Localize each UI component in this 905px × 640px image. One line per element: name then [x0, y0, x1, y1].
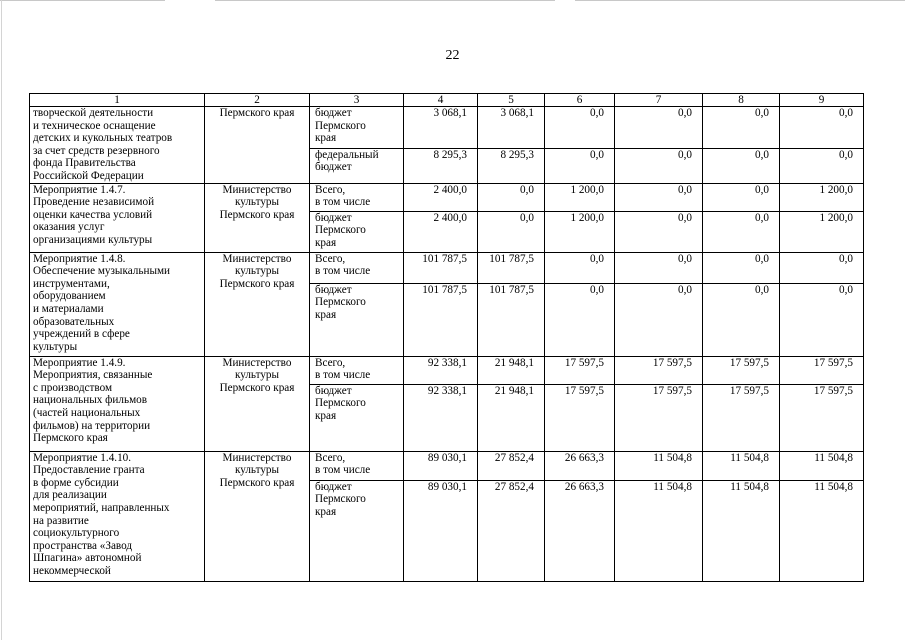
amount-cell: 17 597,5 — [703, 384, 780, 451]
amount-cell: 11 504,8 — [780, 480, 864, 581]
header-cell: 4 — [404, 94, 478, 107]
amount-cell: 3 068,1 — [404, 107, 478, 149]
header-cell: 6 — [545, 94, 615, 107]
header-row — [30, 94, 864, 107]
top-rule-left — [0, 0, 165, 1]
amount-cell: 2 400,0 — [404, 183, 478, 211]
amount-cell: 0,0 — [703, 107, 780, 149]
amount-cell: 1 200,0 — [545, 211, 615, 252]
amount-cell: 0,0 — [545, 252, 615, 283]
funding-source-cell: бюджет Пермского края — [310, 283, 404, 356]
header-cell: 8 — [703, 94, 780, 107]
left-scan-edge — [1, 0, 2, 640]
amount-cell: 17 597,5 — [615, 356, 703, 384]
header-cell: 7 — [615, 94, 703, 107]
amount-cell: 17 597,5 — [780, 384, 864, 451]
amount-cell: 11 504,8 — [615, 451, 703, 480]
activity-name-cell: Мероприятие 1.4.7. Проведение независимой оценки качества условий оказания услуг организациями культуры — [30, 183, 205, 252]
funding-source-cell: бюджет Пермского края — [310, 107, 404, 149]
amount-cell: 101 787,5 — [404, 252, 478, 283]
activity-name-cell: Мероприятие 1.4.8. Обеспечение музыкальными инструментами, оборудованием и материалами образовательных учреждений в сфере культуры — [30, 252, 205, 356]
amount-cell: 11 504,8 — [703, 480, 780, 581]
amount-cell: 0,0 — [615, 252, 703, 283]
amount-cell: 3 068,1 — [478, 107, 545, 149]
amount-cell: 101 787,5 — [478, 283, 545, 356]
table-row — [30, 183, 864, 211]
amount-cell: 1 200,0 — [780, 183, 864, 211]
amount-cell: 0,0 — [780, 252, 864, 283]
executor-cell: Министерство культуры Пермского края — [205, 183, 310, 252]
top-rule-middle — [215, 0, 555, 1]
amount-cell: 0,0 — [703, 211, 780, 252]
amount-cell: 0,0 — [703, 148, 780, 183]
amount-cell: 0,0 — [545, 107, 615, 149]
executor-cell: Пермского края — [205, 107, 310, 184]
funding-source-cell: Всего, в том числе — [310, 183, 404, 211]
funding-table — [29, 93, 864, 582]
amount-cell: 0,0 — [780, 107, 864, 149]
amount-cell: 0,0 — [703, 183, 780, 211]
table-row — [30, 107, 864, 149]
amount-cell: 26 663,3 — [545, 451, 615, 480]
amount-cell: 26 663,3 — [545, 480, 615, 581]
amount-cell: 0,0 — [703, 283, 780, 356]
amount-cell: 0,0 — [478, 183, 545, 211]
amount-cell: 17 597,5 — [545, 356, 615, 384]
amount-cell: 11 504,8 — [703, 451, 780, 480]
executor-cell: Министерство культуры Пермского края — [205, 356, 310, 451]
header-cell: 2 — [205, 94, 310, 107]
table-row — [30, 356, 864, 384]
funding-source-cell: бюджет Пермского края — [310, 211, 404, 252]
amount-cell: 0,0 — [703, 252, 780, 283]
amount-cell: 0,0 — [615, 107, 703, 149]
header-cell: 5 — [478, 94, 545, 107]
amount-cell: 0,0 — [615, 148, 703, 183]
amount-cell: 0,0 — [615, 283, 703, 356]
header-cell: 1 — [30, 94, 205, 107]
amount-cell: 17 597,5 — [780, 356, 864, 384]
amount-cell: 0,0 — [615, 183, 703, 211]
amount-cell: 0,0 — [545, 148, 615, 183]
executor-cell: Министерство культуры Пермского края — [205, 252, 310, 356]
amount-cell: 17 597,5 — [615, 384, 703, 451]
amount-cell: 8 295,3 — [404, 148, 478, 183]
funding-source-cell: Всего, в том числе — [310, 451, 404, 480]
amount-cell: 0,0 — [615, 211, 703, 252]
amount-cell: 17 597,5 — [545, 384, 615, 451]
amount-cell: 1 200,0 — [545, 183, 615, 211]
executor-cell: Министерство культуры Пермского края — [205, 451, 310, 581]
amount-cell: 89 030,1 — [404, 480, 478, 581]
funding-source-cell: федеральный бюджет — [310, 148, 404, 183]
amount-cell: 27 852,4 — [478, 451, 545, 480]
funding-source-cell: бюджет Пермского края — [310, 480, 404, 581]
amount-cell: 21 948,1 — [478, 356, 545, 384]
table-row — [30, 252, 864, 283]
amount-cell: 11 504,8 — [615, 480, 703, 581]
header-cell: 9 — [780, 94, 864, 107]
table-body — [30, 94, 864, 582]
amount-cell: 0,0 — [780, 148, 864, 183]
activity-name-cell: Мероприятие 1.4.9. Мероприятия, связанные с производством национальных фильмов (частей национальных фильмов) на территории Пермского края — [30, 356, 205, 451]
amount-cell: 2 400,0 — [404, 211, 478, 252]
activity-name-cell: Мероприятие 1.4.10. Предоставление гранта в форме субсидии для реализации мероприятий, направленных на развитие социокультурного пространства «Завод Шпагина» автономной некоммерческой — [30, 451, 205, 581]
page-number: 22 — [445, 48, 460, 63]
amount-cell: 21 948,1 — [478, 384, 545, 451]
funding-source-cell: Всего, в том числе — [310, 252, 404, 283]
funding-source-cell: бюджет Пермского края — [310, 384, 404, 451]
amount-cell: 92 338,1 — [404, 356, 478, 384]
header-cell: 3 — [310, 94, 404, 107]
activity-name-cell: творческой деятельности и техническое оснащение детских и кукольных театров за счет средств резервного фонда Правительства Российской Федерации — [30, 107, 205, 184]
funding-source-cell: Всего, в том числе — [310, 356, 404, 384]
amount-cell: 1 200,0 — [780, 211, 864, 252]
amount-cell: 92 338,1 — [404, 384, 478, 451]
amount-cell: 101 787,5 — [478, 252, 545, 283]
amount-cell: 11 504,8 — [780, 451, 864, 480]
top-rule-right — [575, 0, 905, 1]
amount-cell: 17 597,5 — [703, 356, 780, 384]
amount-cell: 8 295,3 — [478, 148, 545, 183]
amount-cell: 0,0 — [780, 283, 864, 356]
amount-cell: 0,0 — [545, 283, 615, 356]
amount-cell: 101 787,5 — [404, 283, 478, 356]
amount-cell: 27 852,4 — [478, 480, 545, 581]
table-row — [30, 451, 864, 480]
amount-cell: 0,0 — [478, 211, 545, 252]
amount-cell: 89 030,1 — [404, 451, 478, 480]
